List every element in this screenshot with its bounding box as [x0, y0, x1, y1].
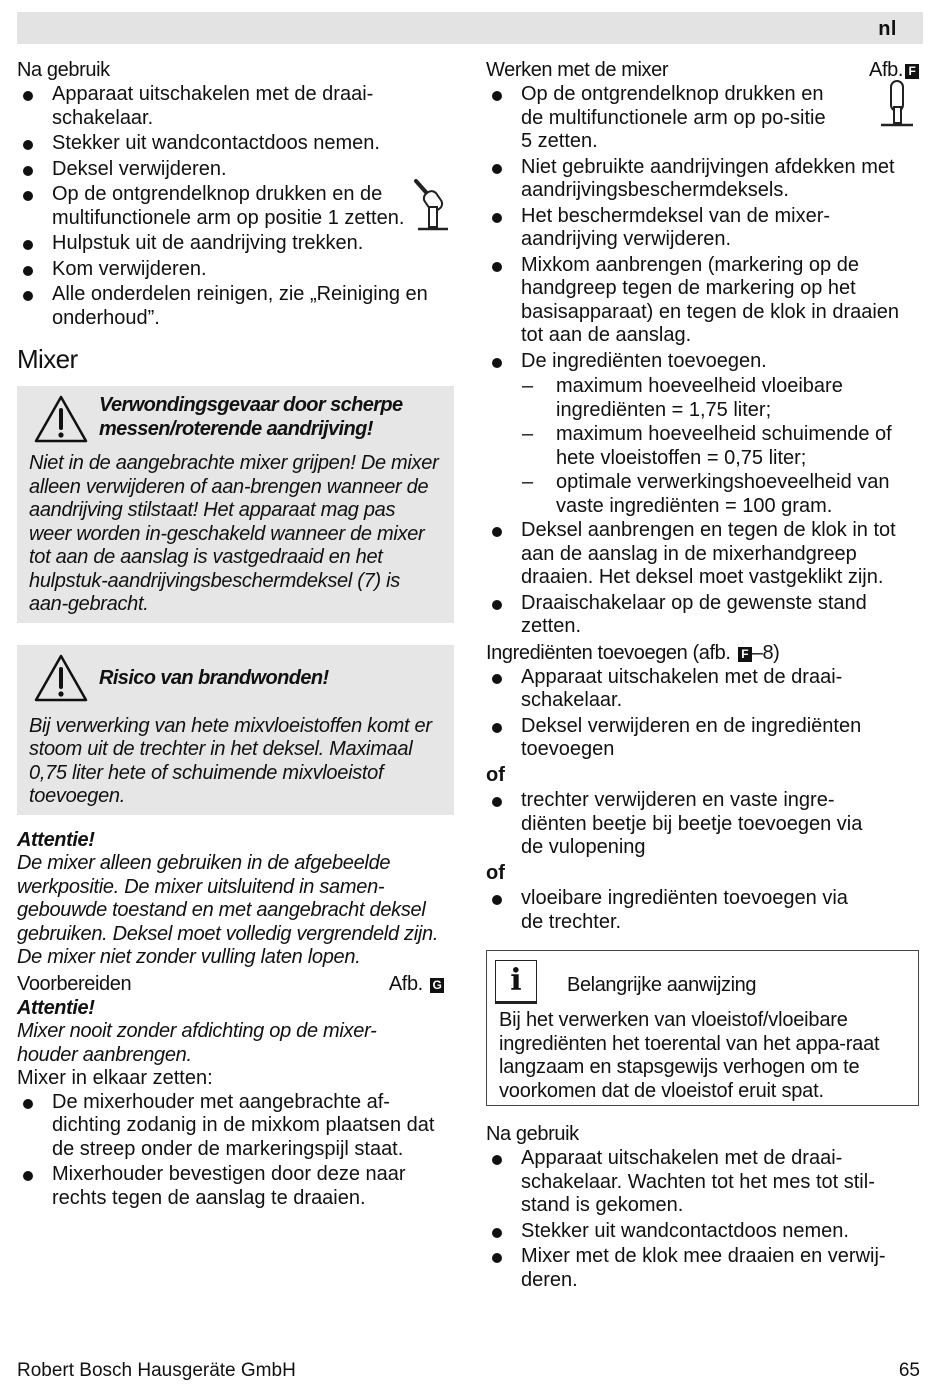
list-item: De ingrediënten toevoegen. [486, 350, 923, 374]
attention-body-2: De mixer niet zonder vulling laten lopen. [17, 946, 361, 968]
ingredienten-list-2 [486, 789, 923, 860]
warning-box-injury [17, 386, 454, 623]
list-item: Mixerhouder bevestigen door deze naar rechts tegen de aanslag te draaien. [17, 1163, 447, 1210]
heading-text: Werken met de mixer [486, 59, 669, 81]
warning-title: Verwondingsgevaar door scherpe messen/roterende aandrijving! [99, 394, 403, 440]
sub-list-item: – maximum hoeveelheid schuimende of hete vloeistoffen = 0,75 liter; [486, 423, 911, 470]
info-title: Belangrijke aanwijzing [567, 974, 757, 997]
list-item: Stekker uit wandcontactdoos nemen. [486, 1220, 923, 1244]
language-code: nl [878, 18, 897, 40]
list-item: Stekker uit wandcontactdoos nemen. [17, 132, 454, 156]
list-item-with-icon [486, 83, 923, 154]
section-title-mixer: Mixer [17, 344, 78, 374]
warning-header [29, 394, 442, 446]
list-item-text: Op de ontgrendelknop drukken en de multifunctionele arm op po-sitie 5 zetten. [521, 83, 826, 152]
werken-list-continued [486, 519, 923, 639]
page-number: 65 [898, 1360, 920, 1381]
header-bar [17, 12, 923, 44]
attention-body: De mixer alleen gebruiken in de afgebeelde werkpositie. De mixer uitsluitend in samen-gebouwde toestand en met aangebracht deksel gebruiken. Deksel moet volledig vergrendeld zijn. [17, 852, 439, 945]
sub-list-item: – maximum hoeveelheid vloeibare ingrediënten = 1,75 liter; [486, 375, 886, 422]
list-item-text: Op de ontgrendelknop drukken en de multifunctionele arm op positie 1 zetten. [52, 183, 405, 229]
list-item-with-icon [17, 183, 454, 230]
na-gebruik-mixer-list [486, 1147, 923, 1292]
figure-badge: F [738, 647, 752, 662]
arm-position-1-icon [410, 177, 450, 237]
or-word: of [486, 763, 505, 786]
info-header [487, 951, 918, 1009]
arm-position-5-icon [877, 77, 917, 133]
right-column [486, 58, 923, 1294]
list-item: vloeibare ingrediënten toevoegen via de trechter. [486, 887, 861, 934]
na-gebruik-list [17, 83, 454, 330]
list-item: Mixkom aanbrengen (markering op de handgreep tegen de markering op het basisapparaat) en tegen de klok in draaien tot aan de aanslag. [486, 254, 911, 348]
heading-text: Voorbereiden [17, 972, 132, 995]
attention-label: Attentie! [17, 828, 95, 851]
voorbereiden-list [17, 1091, 454, 1211]
attention-label: Attentie! [17, 996, 95, 1019]
ingredienten-list-1 [486, 666, 923, 762]
warning-title: Risico van brandwonden! [99, 666, 329, 689]
figure-reference [389, 972, 444, 997]
section-heading-voorbereiden [17, 972, 454, 997]
afb-label: Afb. [869, 59, 903, 81]
warning-body: Niet in de aangebrachte mixer grijpen! De mixer alleen verwijderen of aan-brengen wanneer de aandrijving stilstaat! Het apparaat mag pas weer worden in-geschakeld wanneer de mixer tot aan de aanslag is vastgedraaid en het hulpstuk-aandrijvingsbeschermdeksel (7) is aan-gebracht. [29, 452, 439, 615]
list-item: Kom verwijderen. [17, 258, 454, 282]
attention-body: Mixer nooit zonder afdichting op de mixer-houder aanbrengen. [17, 1020, 377, 1066]
info-box [486, 950, 919, 1106]
list-item: Mixer met de klok mee draaien en verwij-deren. [486, 1245, 921, 1292]
list-item: Niet gebruikte aandrijvingen afdekken met aandrijvingsbeschermdeksels. [486, 156, 923, 203]
werken-list [486, 83, 923, 373]
werken-sub-list [486, 375, 923, 518]
list-item: De mixerhouder met aangebrachte af-dichting zodanig in de mixkom plaatsen dat de streep onder de markeringspijl staat. [17, 1091, 442, 1162]
warning-body: Bij verwerking van hete mixvloeistoffen komt er stoom uit de trechter in het deksel. Maximaal 0,75 liter hete of schuimende mixvloeistof toevoegen. [29, 714, 432, 807]
figure-badge: G [430, 978, 444, 993]
list-item: Deksel aanbrengen en tegen de klok in tot aan de aanslag in de mixerhandgreep draaien. Het deksel moet vastgeklikt zijn. [486, 519, 923, 590]
section-heading-na-gebruik: Na gebruik [17, 59, 110, 81]
intro-text: Mixer in elkaar zetten: [17, 1067, 213, 1089]
figure-badge: F [905, 64, 919, 79]
warning-triangle-icon [33, 394, 89, 444]
warning-box-burn [17, 645, 454, 815]
section-heading-werken [486, 58, 923, 83]
list-item: Deksel verwijderen. [17, 158, 454, 182]
info-body: Bij het verwerken van vloeistof/vloeibare ingrediënten het toerental van het appa-raat langzaam en stapsgewijs verhogen om te voorkomen dat de vloeistof eruit spat. [499, 1009, 880, 1102]
heading-text: Ingrediënten toevoegen (afb. [486, 641, 731, 664]
list-item: trechter verwijderen en vaste ingre-diënten beetje bij beetje toevoegen via de vulopening [486, 789, 881, 860]
left-column [17, 58, 454, 1212]
warning-triangle-icon [33, 653, 89, 703]
sub-list-item: – optimale verwerkingshoeveelheid van vaste ingrediënten = 100 gram. [486, 471, 911, 518]
list-item: Apparaat uitschakelen met de draai-schakelaar. [486, 666, 881, 713]
list-item: Alle onderdelen reinigen, zie „Reiniging en onderhoud”. [17, 283, 442, 330]
section-heading-na-gebruik-mixer: Na gebruik [486, 1123, 579, 1145]
ingredienten-list-3 [486, 887, 923, 934]
info-icon: i [495, 960, 537, 1004]
or-word: of [486, 861, 505, 884]
afb-label: Afb. [388, 972, 423, 995]
heading-suffix: –8) [751, 641, 780, 664]
list-item: Apparaat uitschakelen met de draai-schakelaar. [17, 83, 407, 130]
list-item: Apparaat uitschakelen met de draai-schakelaar. Wachten tot het mes tot stil-stand is gekomen. [486, 1147, 916, 1218]
list-item: Het beschermdeksel van de mixer-aandrijving verwijderen. [486, 205, 881, 252]
footer-company: Robert Bosch Hausgeräte GmbH [17, 1360, 296, 1381]
list-item: Draaischakelaar op de gewenste stand zetten. [486, 592, 921, 639]
list-item: Deksel verwijderen en de ingrediënten toevoegen [486, 715, 911, 762]
section-heading-ingredienten [486, 641, 923, 666]
list-item: Hulpstuk uit de aandrijving trekken. [17, 232, 454, 256]
warning-header [29, 653, 442, 707]
